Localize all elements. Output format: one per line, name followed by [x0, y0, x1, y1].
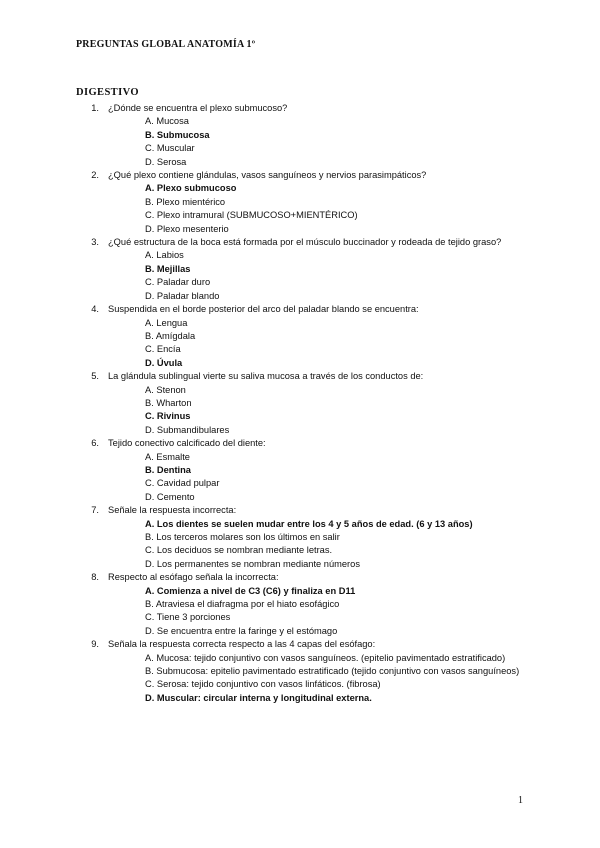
page-number: 1	[518, 795, 523, 806]
answer-option: C. Tiene 3 porciones	[145, 612, 231, 623]
question-line	[0, 102, 600, 115]
question-line	[0, 504, 600, 517]
answer-option: A. Mucosa: tejido conjuntivo con vasos sanguíneos. (epitelio pavimentado estratificado)	[145, 652, 506, 663]
answer-option-correct: A. Plexo submucoso	[145, 183, 237, 194]
answer-option-correct: A. Los dientes se suelen mudar entre los 4 y 5 años de edad. (6 y 13 años)	[145, 518, 473, 529]
question-text: Respecto al esófago señala la incorrecta:	[108, 572, 279, 583]
answer-option-correct: D. Úvula	[145, 357, 183, 368]
question-item	[0, 236, 600, 303]
answer-option: A. Lengua	[145, 317, 188, 328]
section-title: DIGESTIVO	[76, 87, 139, 98]
answer-option: A. Stenon	[145, 384, 186, 395]
question-number: 7.	[91, 505, 99, 516]
answer-option-correct: B. Submucosa	[145, 129, 210, 140]
answer-option: A. Mucosa	[145, 116, 189, 127]
question-number: 8.	[91, 572, 99, 583]
question-text: ¿Qué plexo contiene glándulas, vasos sanguíneos y nervios parasimpáticos?	[108, 170, 427, 181]
question-line	[0, 437, 600, 450]
answer-option: D. Submandibulares	[145, 424, 230, 435]
question-item	[0, 504, 600, 571]
answer-option: B. Plexo mientérico	[145, 196, 226, 207]
answer-option: C. Paladar duro	[145, 277, 211, 288]
answer-option-correct: B. Mejillas	[145, 263, 191, 274]
question-number: 5.	[91, 371, 99, 382]
answer-option: C. Los deciduos se nombran mediante letras.	[145, 545, 333, 556]
question-line	[0, 169, 600, 182]
question-item	[0, 102, 600, 169]
question-item	[0, 370, 600, 437]
question-text: Tejido conectivo calcificado del diente:	[108, 438, 266, 449]
question-list	[0, 102, 600, 705]
question-text: ¿Qué estructura de la boca está formada por el músculo buccinador y rodeada de tejido graso?	[108, 237, 502, 248]
answer-option: D. Cemento	[145, 491, 195, 502]
question-line	[0, 303, 600, 316]
answer-option-correct: C. Rivinus	[145, 411, 191, 422]
question-number: 4.	[91, 304, 99, 315]
question-line	[0, 638, 600, 651]
question-item	[0, 638, 600, 705]
document-header: PREGUNTAS GLOBAL ANATOMÍA 1º	[76, 39, 256, 50]
answer-option: D. Paladar blando	[145, 290, 220, 301]
answer-option: D. Plexo mesenterio	[145, 223, 229, 234]
question-text: Señala la respuesta correcta respecto a las 4 capas del esófago:	[108, 639, 376, 650]
answer-option: A. Labios	[145, 250, 184, 261]
question-number: 3.	[91, 237, 99, 248]
answer-option: B. Wharton	[145, 397, 192, 408]
question-number: 6.	[91, 438, 99, 449]
answer-option-correct: B. Dentina	[145, 464, 191, 475]
answer-option: A. Esmalte	[145, 451, 190, 462]
answer-option: D. Los permanentes se nombran mediante números	[145, 558, 360, 569]
question-item	[0, 571, 600, 638]
answer-option: C. Cavidad pulpar	[145, 478, 220, 489]
question-text: ¿Dónde se encuentra el plexo submucoso?	[108, 103, 288, 113]
answer-option-correct: D. Muscular: circular interna y longitudinal externa.	[145, 692, 372, 703]
answer-option: C. Encía	[145, 344, 181, 355]
answer-option: D. Se encuentra entre la faringe y el estómago	[145, 625, 338, 636]
answer-option-correct: A. Comienza a nivel de C3 (C6) y finaliza en D11	[145, 585, 356, 596]
question-line	[0, 236, 600, 249]
question-number: 2.	[91, 170, 99, 181]
answer-option: C. Serosa: tejido conjuntivo con vasos linfáticos. (fibrosa)	[145, 679, 381, 690]
question-item	[0, 169, 600, 236]
question-number: 9.	[91, 639, 99, 650]
answer-option: B. Atraviesa el diafragma por el hiato esofágico	[145, 599, 340, 610]
question-number: 1.	[91, 103, 99, 113]
question-item	[0, 437, 600, 504]
answer-option: B. Los terceros molares son los últimos en salir	[145, 532, 340, 542]
answer-option: C. Muscular	[145, 143, 195, 154]
question-text: La glándula sublingual vierte su saliva mucosa a través de los conductos de:	[108, 371, 424, 382]
answer-option: D. Serosa	[145, 156, 187, 167]
answer-option: B. Amígdala	[145, 330, 196, 341]
question-item	[0, 303, 600, 370]
question-text: Señale la respuesta incorrecta:	[108, 505, 237, 516]
answer-option: C. Plexo intramural (SUBMUCOSO+MIENTÉRICO)	[145, 210, 358, 221]
question-text: Suspendida en el borde posterior del arco del paladar blando se encuentra:	[108, 304, 419, 315]
answer-option: B. Submucosa: epitelio pavimentado estratificado (tejido conjuntivo con vasos sanguíneos)	[145, 666, 520, 677]
question-line	[0, 370, 600, 383]
question-line	[0, 571, 600, 584]
